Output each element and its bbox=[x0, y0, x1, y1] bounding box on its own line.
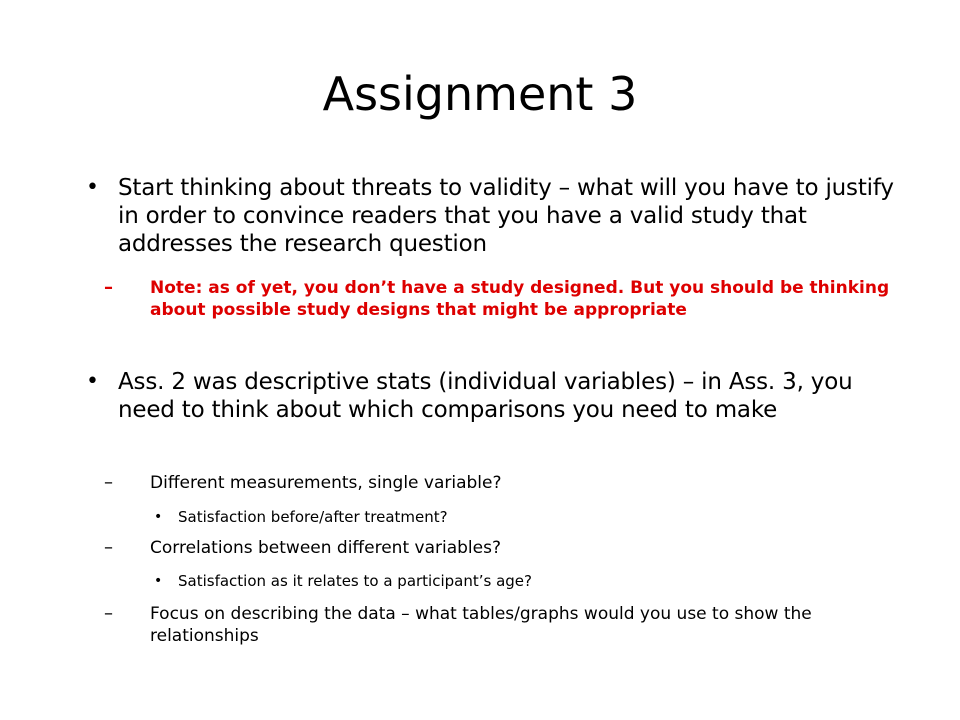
dash-marker: – bbox=[104, 472, 113, 493]
dash-marker: – bbox=[104, 277, 113, 298]
bullet-marker: • bbox=[86, 369, 99, 394]
note-study-design: Note: as of yet, you don’t have a study designed. But you should be thinking about possible study designs that might be appropriate bbox=[150, 278, 890, 320]
bullet-validity: Start thinking about threats to validity – what will you have to justify in order to convince readers that you have a valid study that addresses the research question bbox=[118, 175, 894, 257]
sub-bullet-different-measurements: Different measurements, single variable? bbox=[150, 473, 502, 493]
bullet-comparisons: Ass. 2 was descriptive stats (individual variables) – in Ass. 3, you need to think about which comparisons you need to make bbox=[118, 369, 853, 423]
bullet-marker: • bbox=[154, 573, 163, 589]
sub-bullet-describe-data: Focus on describing the data – what tables/graphs would you use to show the relationships bbox=[150, 604, 812, 646]
sub-bullet-correlations: Correlations between different variables? bbox=[150, 538, 501, 558]
sub-sub-bullet-age: Satisfaction as it relates to a participant’s age? bbox=[178, 572, 532, 590]
bullet-marker: • bbox=[86, 175, 99, 200]
slide-title: Assignment 3 bbox=[322, 67, 638, 121]
dash-marker: – bbox=[104, 603, 113, 624]
sub-sub-bullet-before-after: Satisfaction before/after treatment? bbox=[178, 508, 448, 526]
bullet-marker: • bbox=[154, 509, 163, 525]
dash-marker: – bbox=[104, 537, 113, 558]
